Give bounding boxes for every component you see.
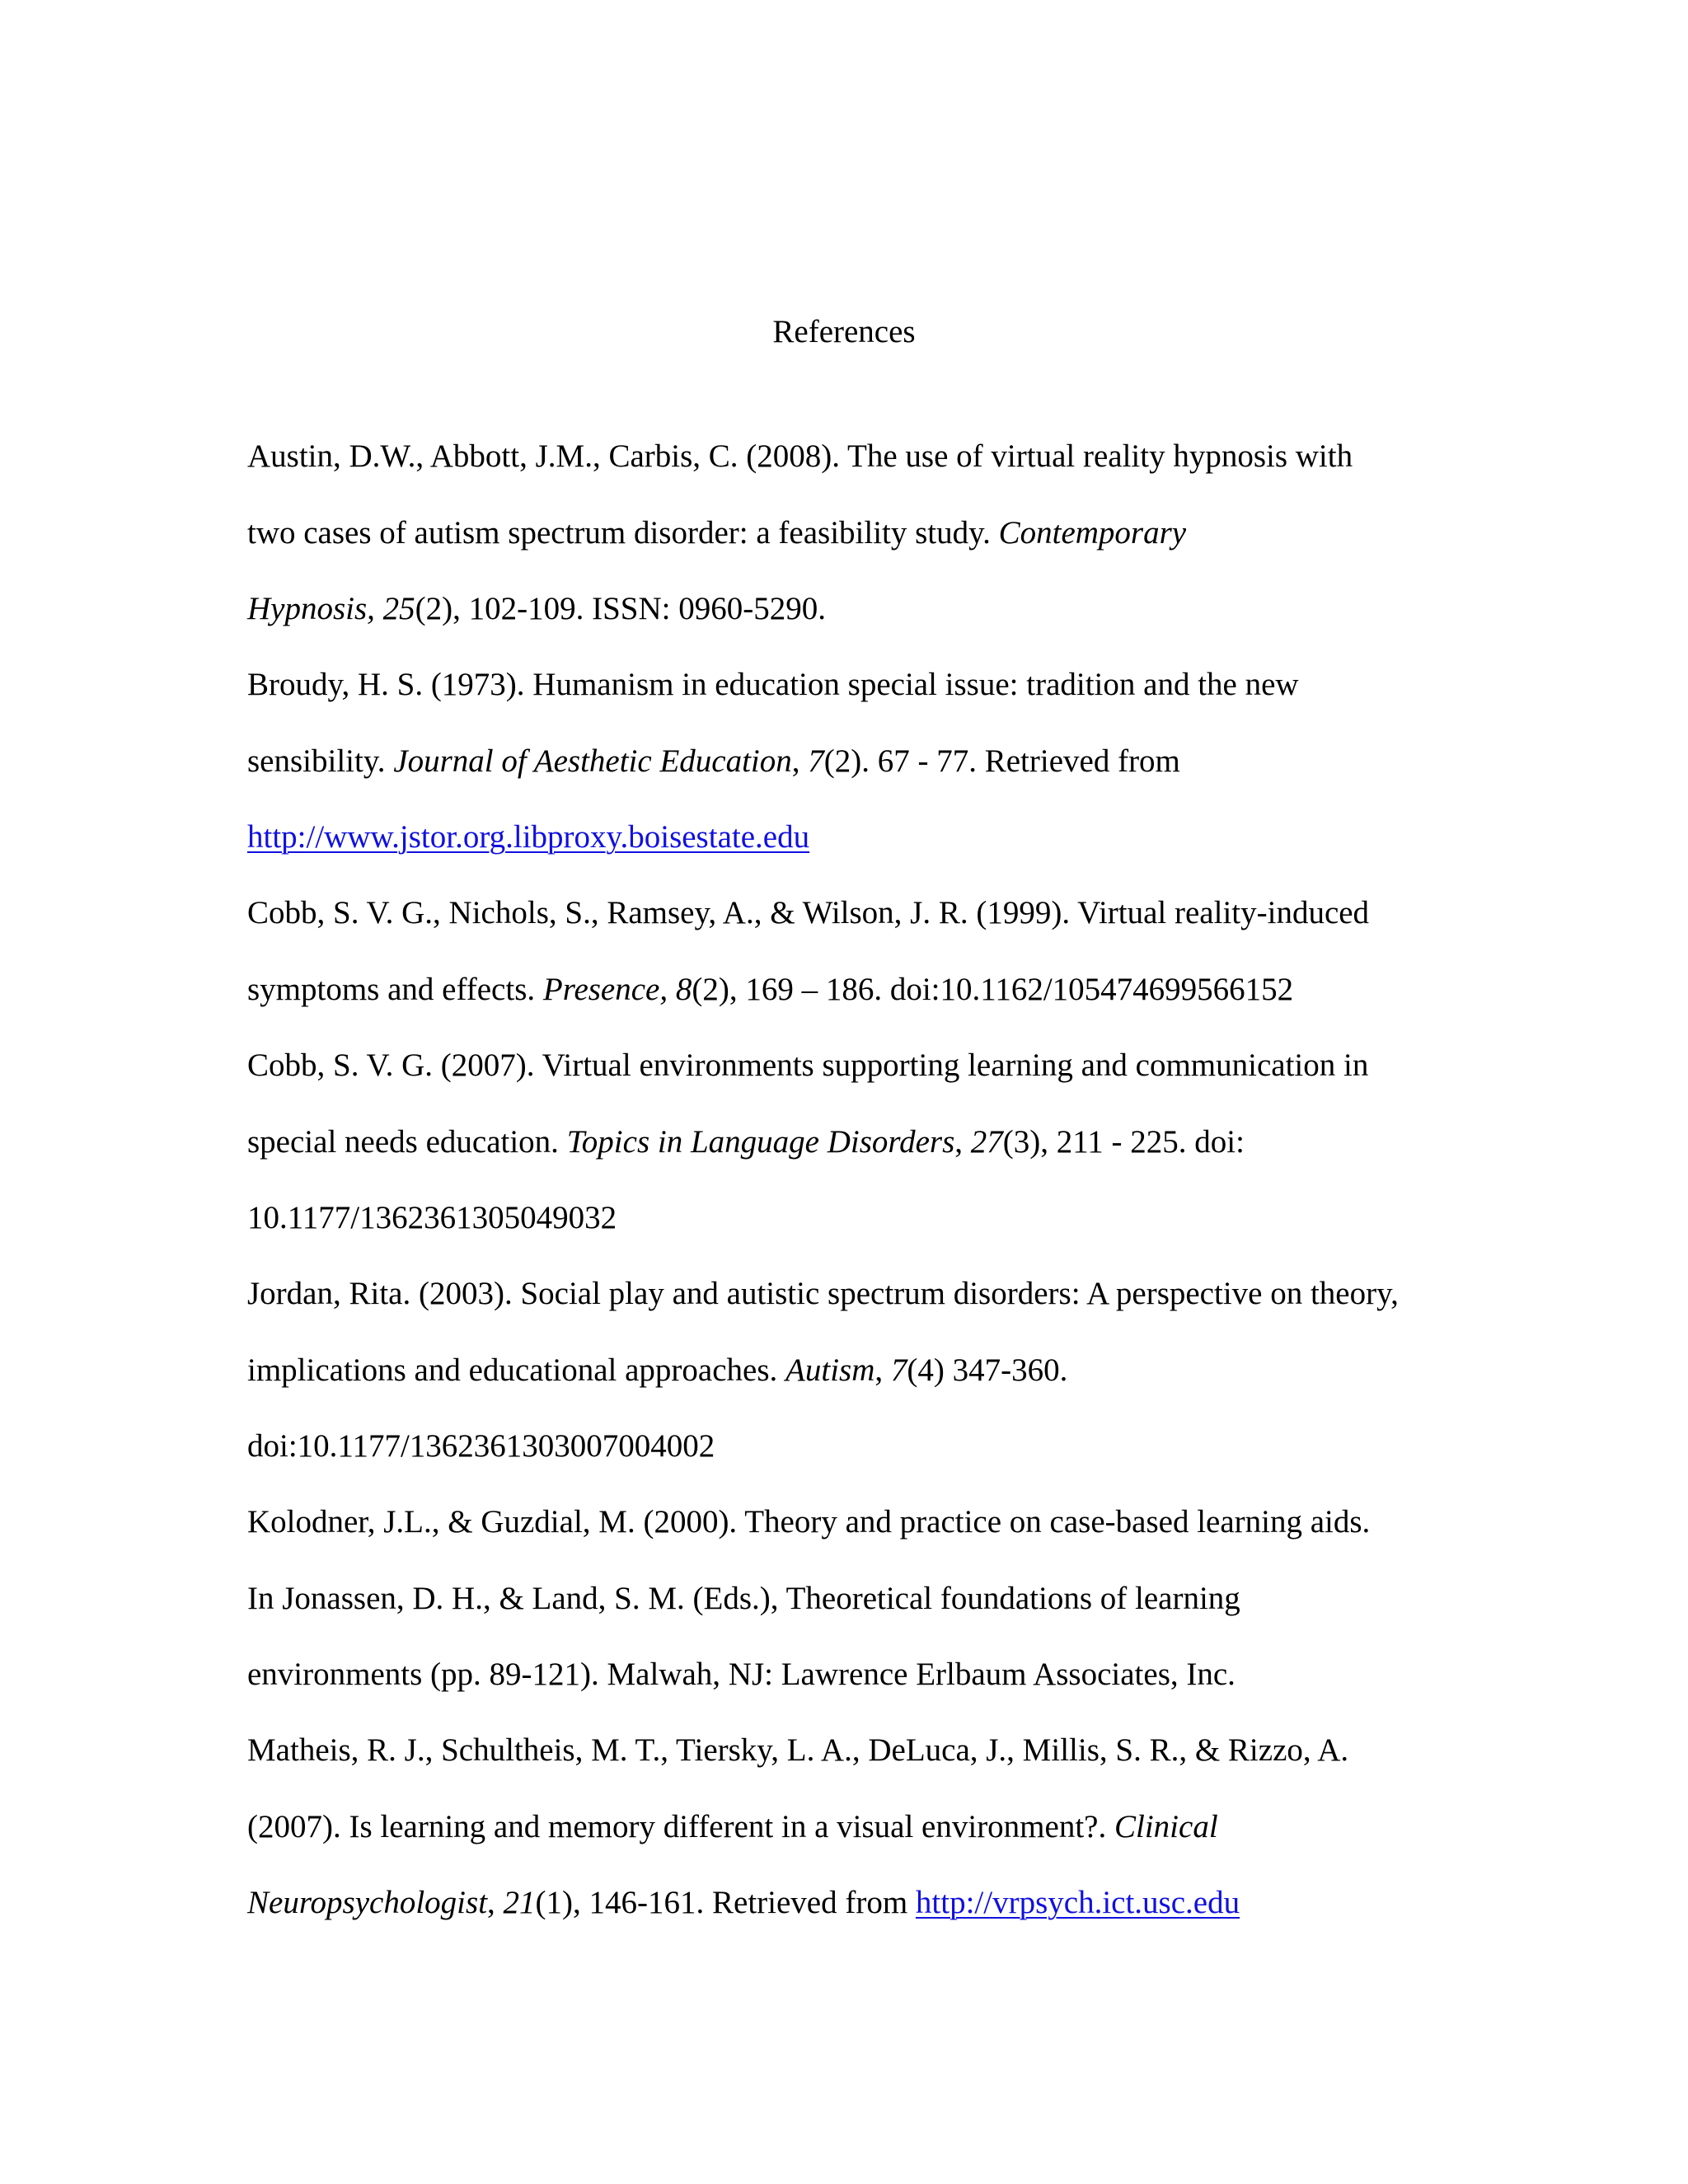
reference-line: Cobb, S. V. G. (2007). Virtual environments supporting learning and communication in bbox=[247, 1047, 1369, 1083]
reference-line: Kolodner, J.L., & Guzdial, M. (2000). Theory and practice on case-based learning aids. bbox=[247, 1504, 1371, 1540]
journal-title: Hypnosis, 25 bbox=[247, 591, 415, 626]
journal-title: Journal of Aesthetic Education bbox=[393, 743, 792, 779]
volume-number: 27 bbox=[970, 1123, 1003, 1160]
reference-line: Austin, D.W., Abbott, J.M., Carbis, C. (2008). The use of virtual reality hypnosis with bbox=[247, 438, 1353, 474]
reference-line: In Jonassen, D. H., & Land, S. M. (Eds.), Theoretical foundations of learning bbox=[247, 1580, 1240, 1616]
reference-entry-cobb-1999 bbox=[247, 875, 1550, 1028]
reference-entry-matheis bbox=[247, 1713, 1550, 1942]
journal-title: Topics in Language Disorders bbox=[566, 1123, 955, 1160]
reference-entry-kolodner bbox=[247, 1484, 1550, 1713]
reference-line: (2007). Is learning and memory different in a visual environment?. Clinical bbox=[247, 1808, 1218, 1844]
journal-title: Contemporary bbox=[998, 514, 1187, 551]
reference-line: Neuropsychologist, 21(1), 146-161. Retrieved from http://vrpsych.ict.usc.edu bbox=[247, 1885, 1240, 1920]
reference-entry-cobb-2007 bbox=[247, 1028, 1550, 1257]
volume-number: 7 bbox=[890, 1352, 907, 1388]
reference-line: Broudy, H. S. (1973). Humanism in education special issue: tradition and the new bbox=[247, 667, 1299, 702]
reference-line: doi:10.1177/1362361303007004002 bbox=[247, 1428, 715, 1464]
volume-number: 7 bbox=[808, 743, 824, 779]
journal-title: Clinical bbox=[1114, 1808, 1218, 1844]
reference-line: Hypnosis, 25(2), 102-109. ISSN: 0960-5290. bbox=[247, 591, 826, 626]
reference-line: two cases of autism spectrum disorder: a feasibility study. Contemporary bbox=[247, 514, 1187, 551]
reference-line: environments (pp. 89-121). Malwah, NJ: Lawrence Erlbaum Associates, Inc. bbox=[247, 1657, 1236, 1692]
journal-title: Autism bbox=[785, 1352, 875, 1388]
reference-line bbox=[247, 799, 1550, 876]
reference-line: special needs education. Topics in Language Disorders, 27(3), 211 - 225. doi: bbox=[247, 1123, 1245, 1160]
reference-entry-broudy bbox=[247, 647, 1550, 876]
reference-line: implications and educational approaches. Autism, 7(4) 347-360. bbox=[247, 1352, 1068, 1388]
reference-entry-austin bbox=[247, 419, 1550, 648]
reference-line: Jordan, Rita. (2003). Social play and autistic spectrum disorders: A perspective on theory, bbox=[247, 1276, 1399, 1311]
reference-line: sensibility. Journal of Aesthetic Education, 7(2). 67 - 77. Retrieved from bbox=[247, 743, 1180, 779]
reference-line: symptoms and effects. Presence, 8(2), 169 – 186. doi:10.1162/105474699566152 bbox=[247, 971, 1294, 1007]
journal-title: Presence, 8 bbox=[542, 971, 692, 1007]
journal-title: Neuropsychologist bbox=[247, 1885, 488, 1920]
reference-line: 10.1177/1362361305049032 bbox=[247, 1200, 617, 1235]
page-title: References bbox=[772, 314, 916, 349]
reference-entry-jordan bbox=[247, 1256, 1550, 1485]
reference-line: Matheis, R. J., Schultheis, M. T., Tiersky, L. A., DeLuca, J., Millis, S. R., & Rizzo, A. bbox=[247, 1732, 1349, 1768]
jstor-link[interactable]: http://www.jstor.org.libproxy.boisestate.edu bbox=[247, 819, 810, 855]
reference-line: Cobb, S. V. G., Nichols, S., Ramsey, A., & Wilson, J. R. (1999). Virtual reality-induced bbox=[247, 895, 1370, 930]
vrpsych-link[interactable]: http://vrpsych.ict.usc.edu bbox=[915, 1885, 1240, 1920]
volume-number: 21 bbox=[503, 1885, 536, 1920]
